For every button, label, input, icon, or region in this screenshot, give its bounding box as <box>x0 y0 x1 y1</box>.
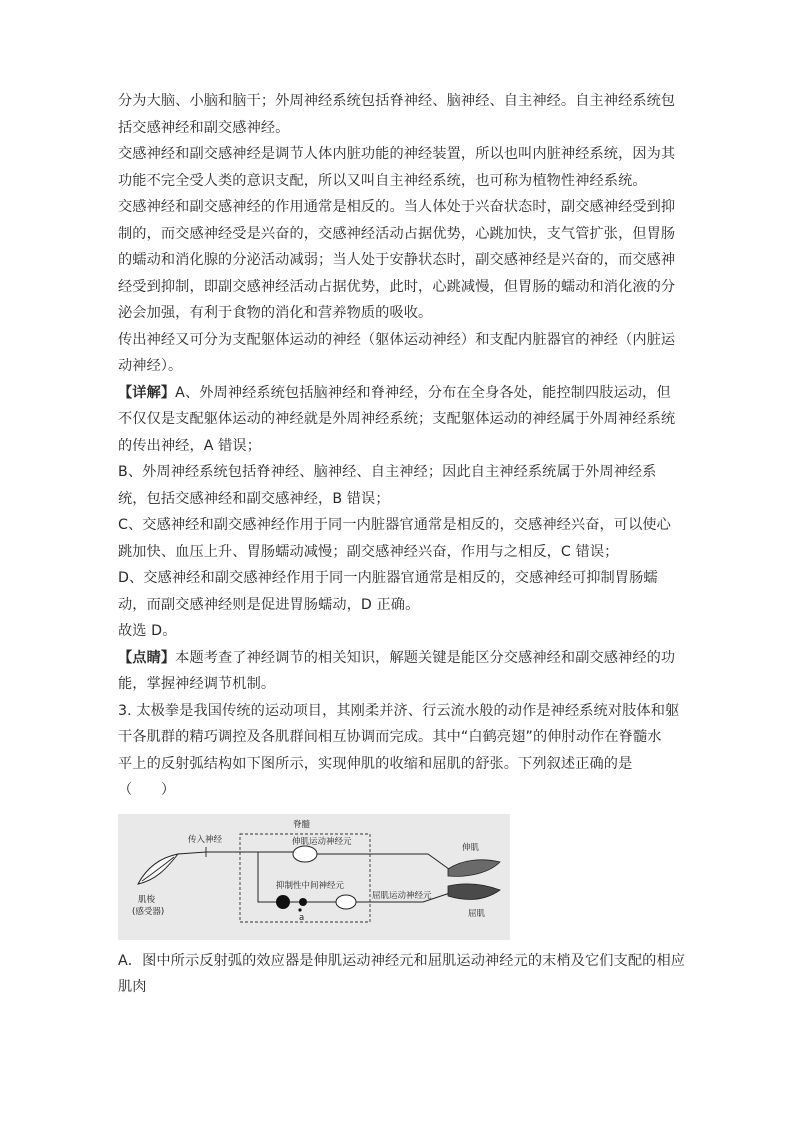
extensor-motor-label: 伸肌运动神经元 <box>292 836 352 847</box>
text-line: 交感神经和副交感神经的作用通常是相反的。当人体处于兴奋状态时，副交感神经受到抑 <box>118 199 676 215</box>
text-line: 不仅仅是支配躯体运动的神经就是外周神经系统；支配躯体运动的神经属于外周神经系统 <box>118 411 676 427</box>
flexor-muscle <box>448 883 500 898</box>
text-line: 动，而副交感神经则是促进胃肠蠕动，D 正确。 <box>118 596 420 613</box>
document-page <box>118 88 686 1001</box>
text-line: 统，包括交感神经和副交感神经，B 错误； <box>118 490 390 507</box>
text-line: 括交感神经和副交感神经。 <box>118 119 290 136</box>
afferent-label: 传入神经 <box>188 834 223 845</box>
inhibitory-body-left <box>276 895 290 909</box>
paragraph-autonomic <box>118 141 678 194</box>
text-line: C、交感神经和副交感神经作用于同一内脏器官通常是相反的，交感神经兴奋，可以使心 <box>118 517 671 533</box>
text-line: 动神经）。 <box>118 358 183 374</box>
text-line: 的传出神经，A 错误； <box>118 437 262 454</box>
text-line: 泌会加强，有利于食物的消化和营养物质的吸收。 <box>118 305 433 321</box>
text-line: 制的，而交感神经受是兴奋的，交感神经活动占据优势，心跳加快，支气管扩张，但胃肠 <box>118 225 676 242</box>
paragraph-cns <box>118 88 678 141</box>
afferent-branch <box>248 852 278 902</box>
flexor-motor-neuron <box>336 895 356 909</box>
text-line: 的蠕动和消化腺的分泌活动减弱；当人处于安静状态时，副交感神经是兴奋的，而交感神 <box>118 252 676 268</box>
answer-bracket: （ ） <box>118 782 176 798</box>
text-line <box>118 380 678 407</box>
inhibitory-body-right <box>299 898 307 906</box>
point-a <box>298 908 301 911</box>
flexor-label: 屈肌 <box>468 908 486 919</box>
text-line: 跳加快、血压上升、胃肠蠕动减慢；副交感神经兴奋，作用与之相反，C 错误； <box>118 543 619 560</box>
text-line: 分为大脑、小脑和脑干；外周神经系统包括脊神经、脑神经、自主神经。自主神经系统包 <box>118 93 676 109</box>
detail-text: A、外周神经系统包括脑神经和脊神经，分布在全身各处，能控制四肢运动，但 <box>175 384 671 401</box>
text-line: 交感神经和副交感神经是调节人体内脏功能的神经装置，所以也叫内脏神经系统，因为其 <box>118 146 676 162</box>
extensor-muscle <box>448 859 500 876</box>
text-line: D、交感神经和副交感神经作用于同一内脏器官通常是相反的，交感神经可抑制胃肠蠕 <box>118 570 658 586</box>
comment-section <box>118 645 678 698</box>
text-line: 干各肌群的精巧调控及各肌群间相互协调而完成。其中“白鹤亮翅”的伸肘动作在脊髓水 <box>118 729 662 745</box>
comment-tag: 【点睛】 <box>118 649 176 666</box>
text-line: 3. 太极拳是我国传统的运动项目，其刚柔并济、行云流水般的动作是神经系统对肢体和躯 <box>118 702 680 719</box>
text-line: A．图中所示反射弧的效应器是伸肌运动神经元和屈肌运动神经元的末梢及它们支配的相应 <box>118 952 686 969</box>
text-line: 肌肉 <box>118 979 147 995</box>
text-line: 能，掌握神经调节机制。 <box>118 676 276 692</box>
text-line: 经受到抑制，即副交感神经活动占据优势，此时，心跳减慢，但胃肠的蠕动和消化液的分 <box>118 278 676 295</box>
option-a <box>118 948 686 1001</box>
text-line: B、外周神经系统包括脊神经、脑神经、自主神经；因此自主神经系统属于外周神经系 <box>118 464 657 480</box>
options-explanation <box>118 459 678 645</box>
point-a-label: a <box>299 912 305 923</box>
text-line: 传出神经又可分为支配躯体运动的神经（躯体运动神经）和支配内脏器官的神经（内脏运 <box>118 331 676 348</box>
spindle-fiber <box>142 857 174 881</box>
comment-text: 本题考查了神经调节的相关知识，解题关键是能区分交感神经和副交感神经的功 <box>175 649 676 666</box>
flexor-motor-label: 屈肌运动神经元 <box>372 890 432 901</box>
spinal-cord-label: 脊髓 <box>293 819 311 830</box>
text-line: 平上的反射弧结构如下图所示，实现伸肌的收缩和屈肌的舒张。下列叙述正确的是 <box>118 755 633 772</box>
spindle-label: 肌梭 <box>138 894 156 905</box>
paragraph-efferent <box>118 327 678 380</box>
extensor-label: 伸肌 <box>462 842 480 853</box>
extensor-motor-neuron <box>293 846 317 862</box>
answer-line: 故选 D。 <box>118 623 177 639</box>
reflex-arc-diagram <box>118 814 510 940</box>
paragraph-sympathetic <box>118 194 678 327</box>
question-3 <box>118 698 678 804</box>
detail-section <box>118 380 678 460</box>
receptor-label: (感受器) <box>132 906 165 917</box>
reflex-arc-figure <box>118 814 510 940</box>
text-line <box>118 645 678 672</box>
detail-tag: 【详解】 <box>118 384 176 401</box>
inhibitory-label: 抑制性中间神经元 <box>276 880 345 891</box>
extensor-efferent <box>317 854 453 872</box>
text-line: 功能不完全受人类的意识支配，所以又叫自主神经系统，也可称为植物性神经系统。 <box>118 172 647 189</box>
